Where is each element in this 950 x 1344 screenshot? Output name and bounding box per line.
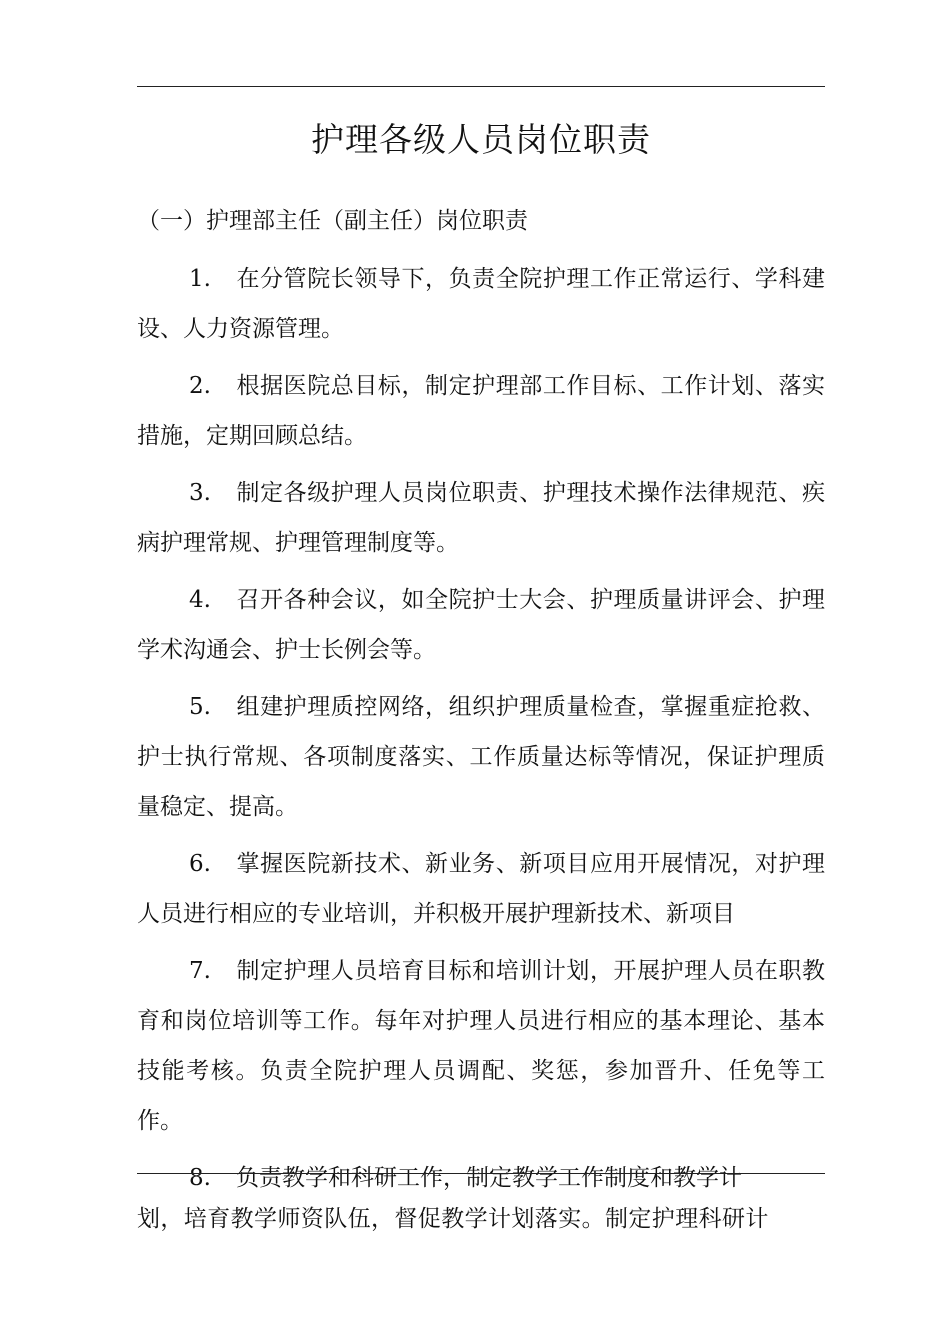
list-item (137, 254, 825, 354)
duty-list (137, 254, 825, 1210)
item-text: 组建护理质控网络，组织护理质量检查，掌握重症抢救、护士执行常规、各项制度落实、工作质量达标等情况，保证护理质量稳定、提高。 (137, 694, 825, 820)
item-number: 8. (189, 1165, 211, 1191)
list-item (137, 946, 825, 1146)
item-number: 5. (189, 694, 211, 720)
page-break-rule (137, 1173, 825, 1174)
item-text: 在分管院长领导下，负责全院护理工作正常运行、学科建设、人力资源管理。 (137, 266, 825, 342)
item-number: 6. (189, 851, 211, 877)
item-text: 根据医院总目标，制定护理部工作目标、工作计划、落实措施，定期回顾总结。 (137, 373, 825, 449)
list-item (137, 682, 825, 832)
header-rule (137, 86, 825, 87)
item-text: 制定各级护理人员岗位职责、护理技术操作法律规范、疾病护理常规、护理管理制度等。 (137, 480, 825, 556)
list-item (137, 468, 825, 568)
list-item (137, 361, 825, 461)
item-number: 1. (189, 266, 211, 292)
item-number: 7. (189, 958, 211, 984)
item-number: 3. (189, 480, 211, 506)
item-text: 制定护理人员培育目标和培训计划，开展护理人员在职教育和岗位培训等工作。每年对护理人员进行相应的基本理论、基本技能考核。负责全院护理人员调配、奖惩，参加晋升、任免等工作。 (137, 958, 825, 1134)
list-item (137, 575, 825, 675)
item-number: 2. (189, 373, 211, 399)
list-item (137, 839, 825, 939)
item-number: 4. (189, 587, 211, 613)
document-title: 护理各级人员岗位职责 (311, 120, 651, 159)
item-text: 召开各种会议，如全院护士大会、护理质量讲评会、护理学术沟通会、护士长例会等。 (137, 587, 825, 663)
item-text: 负责教学和科研工作，制定教学工作制度和教学计 (236, 1165, 742, 1191)
continued-text: 划，培育教学师资队伍，督促教学计划落实。制定护理科研计 (137, 1206, 769, 1232)
section-heading: （一）护理部主任（副主任）岗位职责 (137, 208, 528, 234)
item-text: 掌握医院新技术、新业务、新项目应用开展情况，对护理人员进行相应的专业培训，并积极开展护理新技术、新项目 (137, 851, 825, 927)
